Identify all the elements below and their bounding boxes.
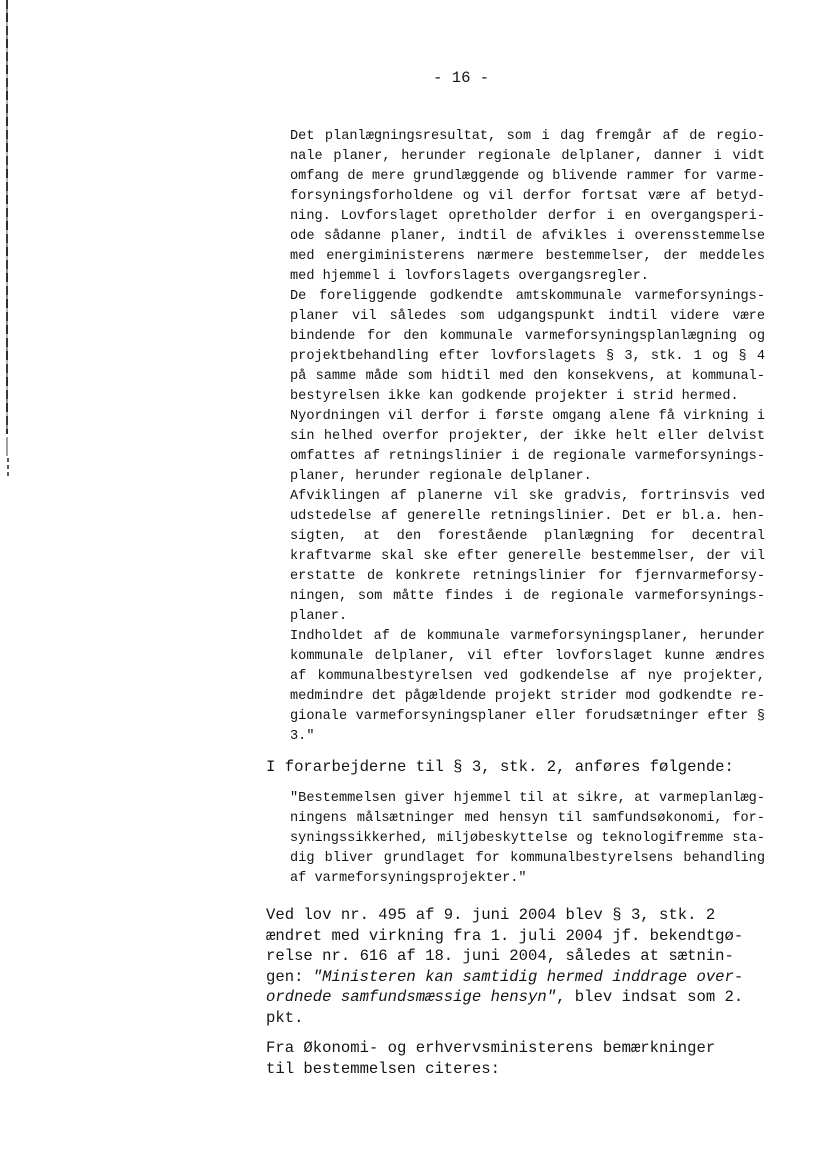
text-line: bindende for den kommunale varmeforsyningsplanlægning og [290, 329, 765, 344]
text-line: Fra Økonomi- og erhvervsministerens bemærkninger [266, 1039, 716, 1057]
text-line: planer. [290, 609, 348, 624]
text-line: relse nr. 616 af 18. juni 2004, således at sætnin- [266, 947, 734, 965]
text-line: Nyordningen vil derfor i første omgang alene få virkning i [290, 409, 765, 424]
text-line: syningssikkerhed, miljøbeskyttelse og teknologifremme sta- [290, 831, 765, 846]
text-line: af varmeforsyningsprojekter." [290, 871, 527, 886]
text-line: medmindre det pågældende projekt strider mod godkendte re- [290, 689, 765, 704]
text-line: på samme måde som hidtil med den konsekvens, at kommunal- [290, 369, 765, 384]
text-line: Indholdet af de kommunale varmeforsyningsplaner, herunder [290, 629, 765, 644]
italic-citation-text: ordnede samfundsmæssige hensyn" [266, 988, 557, 1006]
text-line: bestyrelsen ikke kan godkende projekter i strid hermed. [290, 389, 739, 404]
text-line: til bestemmelsen citeres: [266, 1059, 500, 1078]
para-ved-lov-495 [266, 905, 771, 1028]
text-line: I forarbejderne til § 3, stk. 2, anføres følgende: [266, 758, 734, 776]
text-line: 3." [290, 729, 315, 744]
text-line [266, 967, 771, 988]
text-line: projektbehandling efter lovforslagets § 3, stk. 1 og § 4 [290, 349, 765, 364]
italic-citation-text: "Ministeren kan samtidig hermed inddrage over- [312, 967, 744, 986]
text-line: gionale varmeforsyningsplaner eller forudsætninger efter § [290, 709, 765, 724]
quote-lovforslagets-bemaerkninger [290, 127, 765, 747]
text-line: nale planer, herunder regionale delplaner, danner i vidt [290, 149, 765, 164]
text-line: erstatte de konkrete retningslinier for fjernvarmeforsy- [290, 569, 765, 584]
text-line: sin helhed overfor projekter, der ikke helt eller delvist [290, 429, 765, 444]
text-line: udstedelse af generelle retningslinier. Det er bl.a. hen- [290, 509, 765, 524]
text-line: dig bliver grundlaget for kommunalbestyrelsens behandling [290, 851, 765, 866]
text-line: forsyningsforholdene og vil derfor fortsat være af betyd- [290, 189, 765, 204]
text-line: "Bestemmelsen giver hjemmel til at sikre, at varmeplanlæg- [290, 791, 765, 806]
text-segment: gen: [266, 967, 313, 986]
text-line: ændret med virkning fra 1. juli 2004 jf. bekendtgø- [266, 926, 744, 945]
text-line: ningen, som måtte findes i de regionale varmeforsynings- [290, 589, 765, 604]
text-line: ning. Lovforslaget opretholder derfor i en overgangsperi- [290, 209, 765, 224]
text-line: med hjemmel i lovforslagets overgangsregler. [290, 269, 649, 284]
text-line: Ved lov nr. 495 af 9. juni 2004 blev § 3, stk. 2 [266, 906, 716, 924]
text-line: De foreliggende godkendte amtskommunale varmeforsynings- [290, 289, 765, 304]
text-line: planer, herunder regionale delplaner. [290, 469, 592, 484]
text-line: af kommunalbestyrelsen ved godkendelse af nye projekter, [290, 669, 765, 684]
text-line: kraftvarme skal ske efter generelle bestemmelser, der vil [290, 549, 765, 564]
text-line: ode sådanne planer, indtil de afvikles i overensstemmelse [290, 229, 765, 244]
text-line: sigten, at den forestående planlægning for decentral [290, 529, 765, 544]
quote-bestemmelsen [290, 789, 765, 889]
text-line [266, 987, 771, 1008]
text-line: planer vil således som udgangspunkt indtil videre være [290, 309, 765, 324]
page-number: - 16 - [433, 69, 490, 87]
text-line: pkt. [266, 1008, 304, 1027]
para-fra-oekonomiministeren [266, 1038, 771, 1079]
text-line: Det planlægningsresultat, som i dag fremgår af de regio- [290, 129, 765, 144]
text-line: ningens målsætninger med hensyn til samfundsøkonomi, for- [290, 811, 765, 826]
text-line: Afviklingen af planerne vil ske gradvis, fortrinsvis ved [290, 489, 765, 504]
text-line: med energiministerens nærmere bestemmelser, der meddeles [290, 249, 765, 264]
text-segment: , blev indsat som 2. [556, 988, 744, 1006]
text-line: kommunale delplaner, vil efter lovforslaget kunne ændres [290, 649, 765, 664]
text-line: omfang de mere grundlæggende og blivende rammer for varme- [290, 169, 765, 184]
intro-forarbejderne [266, 757, 771, 778]
text-line: omfattes af retningslinier i de regionale varmeforsynings- [290, 449, 765, 464]
